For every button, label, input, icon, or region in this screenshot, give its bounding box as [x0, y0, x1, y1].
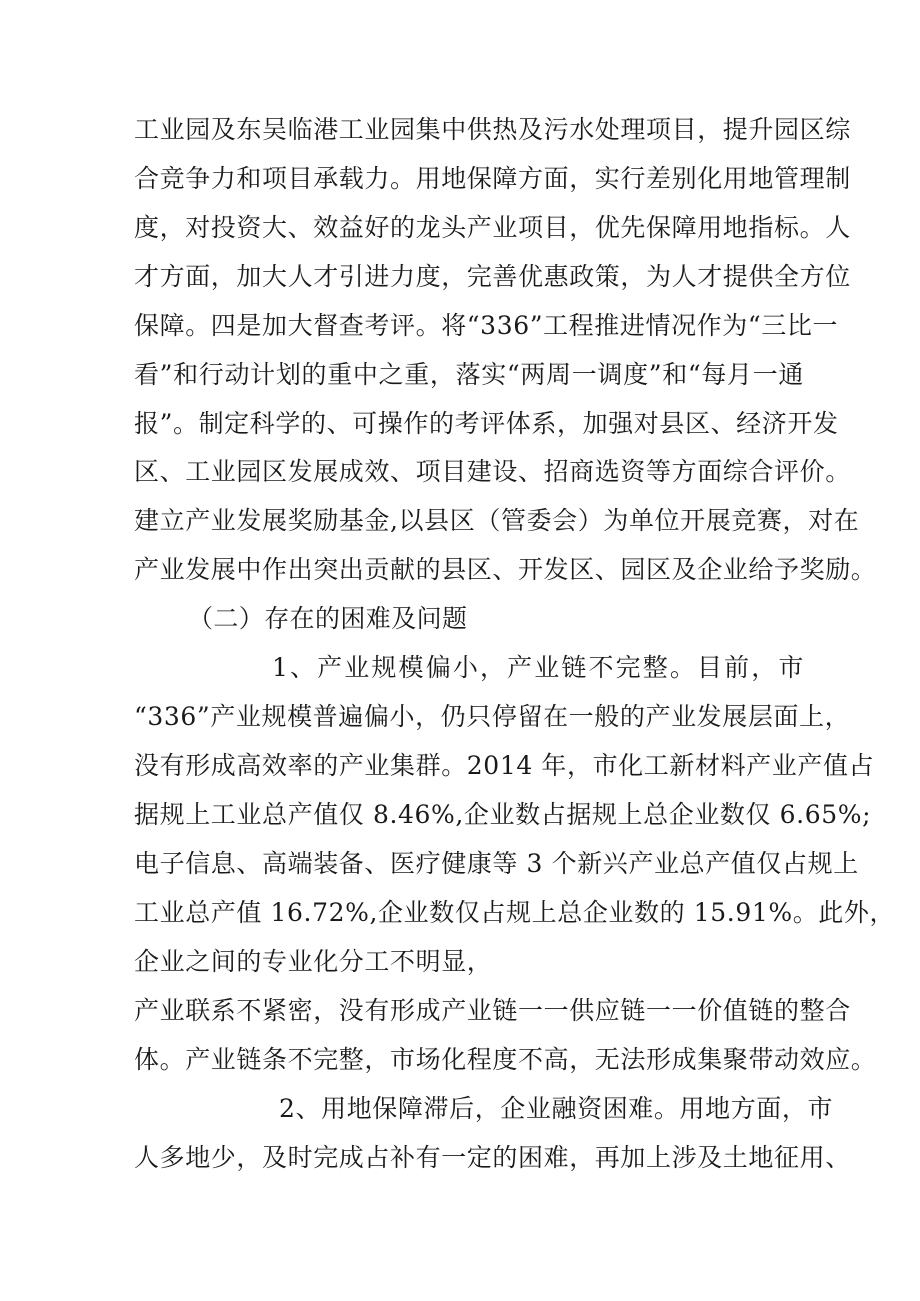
paragraph-line: 工业总产值 16.72%,企业数仅占规上总企业数的 15.91%。此外，: [134, 898, 896, 927]
paragraph-line: 企业之间的专业化分工不明显，: [134, 947, 493, 976]
paragraph-line: 1、产业规模偏小，产业链不完整。目前，市: [272, 653, 804, 682]
paragraph-line: 没有形成高效率的产业集群。2014 年，市化工新材料产业产值占: [134, 751, 875, 780]
paragraph-line: 据规上工业总产值仅 8.46%,企业数占据规上总企业数仅 6.65%;: [134, 800, 872, 829]
paragraph-line: 建立产业发展奖励基金,以县区（管委会）为单位开展竞赛，对在: [134, 506, 860, 535]
paragraph-line: 人多地少，及时完成占补有一定的困难，再加上涉及土地征用、: [134, 1143, 851, 1172]
paragraph-line: 度，对投资大、效益好的龙头产业项目，优先保障用地指标。人: [134, 213, 851, 242]
paragraph-line: “336”产业规模普遍偏小，仍只停留在一般的产业发展层面上，: [134, 702, 851, 731]
paragraph-line: 才方面，加大人才引进力度，完善优惠政策，为人才提供全方位: [134, 262, 851, 291]
paragraph-line: 2、用地保障滞后，企业融资困难。用地方面，市: [279, 1094, 834, 1123]
paragraph-line: 体。产业链条不完整，市场化程度不高，无法形成集聚带动效应。: [134, 1045, 877, 1074]
paragraph-line: 区、工业园区发展成效、项目建设、招商选资等方面综合评价。: [134, 457, 851, 486]
section-heading: （二）存在的困难及问题: [188, 604, 468, 633]
paragraph-line: 报”。制定科学的、可操作的考评体系，加强对县区、经济开发: [134, 409, 839, 438]
paragraph-line: 保障。四是加大督查考评。将“336”工程推进情况作为“三比一: [134, 311, 839, 340]
paragraph-line: 产业发展中作出突出贡献的县区、开发区、园区及企业给予奖励。: [134, 555, 877, 584]
paragraph-line: 工业园及东吴临港工业园集中供热及污水处理项目，提升园区综: [134, 115, 851, 144]
paragraph-line: 看”和行动计划的重中之重，落实“两周一调度”和“每月一通: [134, 360, 804, 389]
paragraph-line: 合竞争力和项目承载力。用地保障方面，实行差别化用地管理制: [134, 164, 851, 193]
paragraph-line: 产业联系不紧密，没有形成产业链一一供应链一一价值链的整合: [134, 996, 851, 1025]
paragraph-line: 电子信息、高端装备、医疗健康等 3 个新兴产业总产值仅占规上: [134, 849, 859, 878]
